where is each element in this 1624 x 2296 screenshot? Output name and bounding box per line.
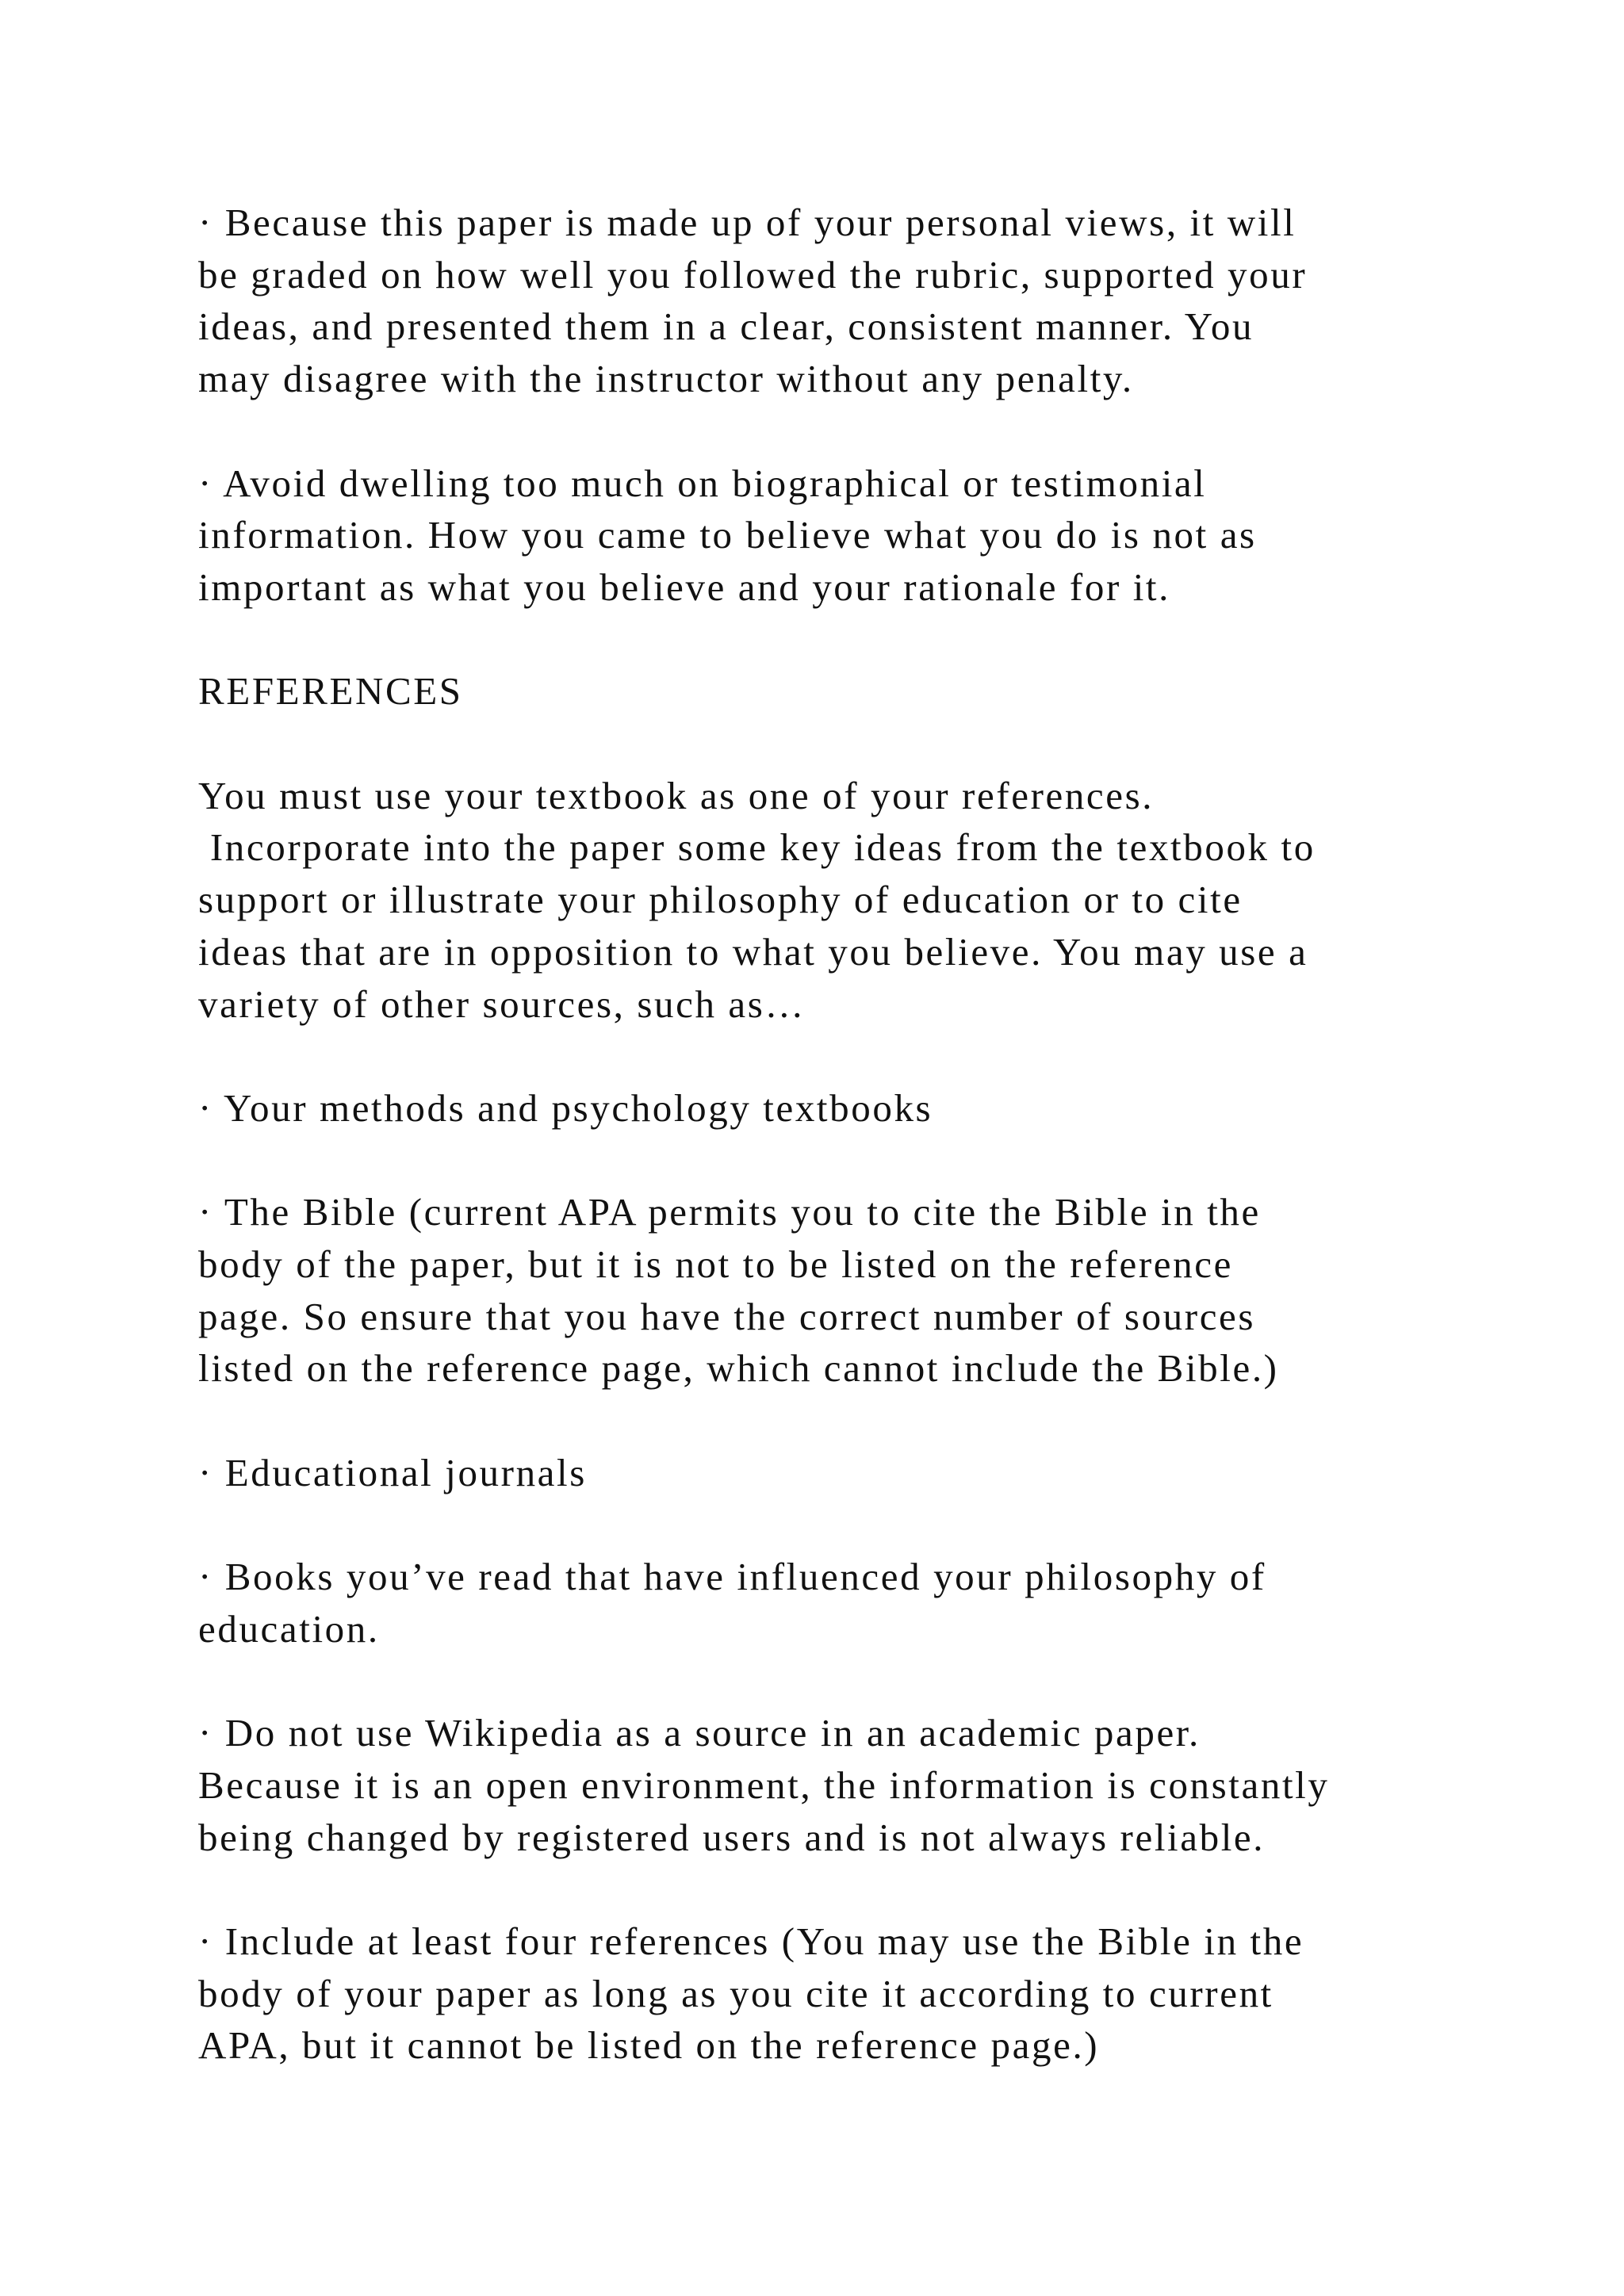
text-line: You must use your textbook as one of your references. [198, 773, 1155, 817]
paragraph-bullet-bible [198, 1186, 1467, 1395]
text-line: listed on the reference page, which cannot include the Bible.) [198, 1346, 1279, 1391]
text-line: body of the paper, but it is not to be listed on the reference [198, 1242, 1233, 1286]
paragraph-bullet-no-wikipedia [198, 1707, 1467, 1863]
text-line: page. So ensure that you have the correct number of sources [198, 1294, 1256, 1338]
document-body [198, 197, 1467, 2124]
text-line: · Avoid dwelling too much on biographical or testimonial [198, 461, 1207, 505]
paragraph-bullet-graded-on-rubric [198, 197, 1467, 405]
text-line: APA, but it cannot be listed on the reference page.) [198, 2023, 1100, 2068]
text-line: REFERENCES [198, 669, 463, 714]
text-line: ideas that are in opposition to what you believe. You may use a [198, 929, 1308, 974]
text-line: support or illustrate your philosophy of education or to cite [198, 878, 1243, 922]
text-line: · Do not use Wikipedia as a source in an academic paper. [198, 1711, 1201, 1755]
text-line: · Include at least four references (You may use the Bible in the [198, 1919, 1304, 1964]
text-line: · Your methods and psychology textbooks [198, 1085, 933, 1130]
paragraph-bullet-avoid-biographical [198, 457, 1467, 614]
text-line: being changed by registered users and is not always reliable. [198, 1815, 1266, 1859]
text-line: Incorporate into the paper some key ideas from the textbook to [198, 825, 1316, 870]
text-line: · Educational journals [198, 1450, 587, 1494]
text-line: may disagree with the instructor without any penalty. [198, 357, 1134, 401]
text-line: · Books you’ve read that have influenced your philosophy of [198, 1555, 1266, 1599]
text-line: information. How you came to believe what you do is not as [198, 513, 1257, 557]
paragraph-bullet-methods-textbooks [198, 1082, 1467, 1135]
text-line: education. [198, 1606, 380, 1651]
paragraph-references-intro [198, 770, 1467, 1031]
text-line: ideas, and presented them in a clear, consistent manner. You [198, 304, 1254, 349]
text-line: body of your paper as long as you cite it according to current [198, 1971, 1274, 2015]
text-line: important as what you believe and your rationale for it. [198, 564, 1170, 609]
text-line: · The Bible (current APA permits you to cite the Bible in the [198, 1190, 1261, 1234]
paragraph-references-heading [198, 665, 1467, 718]
text-line: variety of other sources, such as… [198, 982, 806, 1026]
paragraph-bullet-four-references [198, 1915, 1467, 2072]
paragraph-bullet-books-read [198, 1551, 1467, 1655]
paragraph-bullet-educational-journals [198, 1447, 1467, 1499]
text-line: be graded on how well you followed the rubric, supported your [198, 252, 1308, 297]
text-line: Because it is an open environment, the information is constantly [198, 1762, 1330, 1807]
text-line: · Because this paper is made up of your personal views, it will [198, 201, 1297, 244]
